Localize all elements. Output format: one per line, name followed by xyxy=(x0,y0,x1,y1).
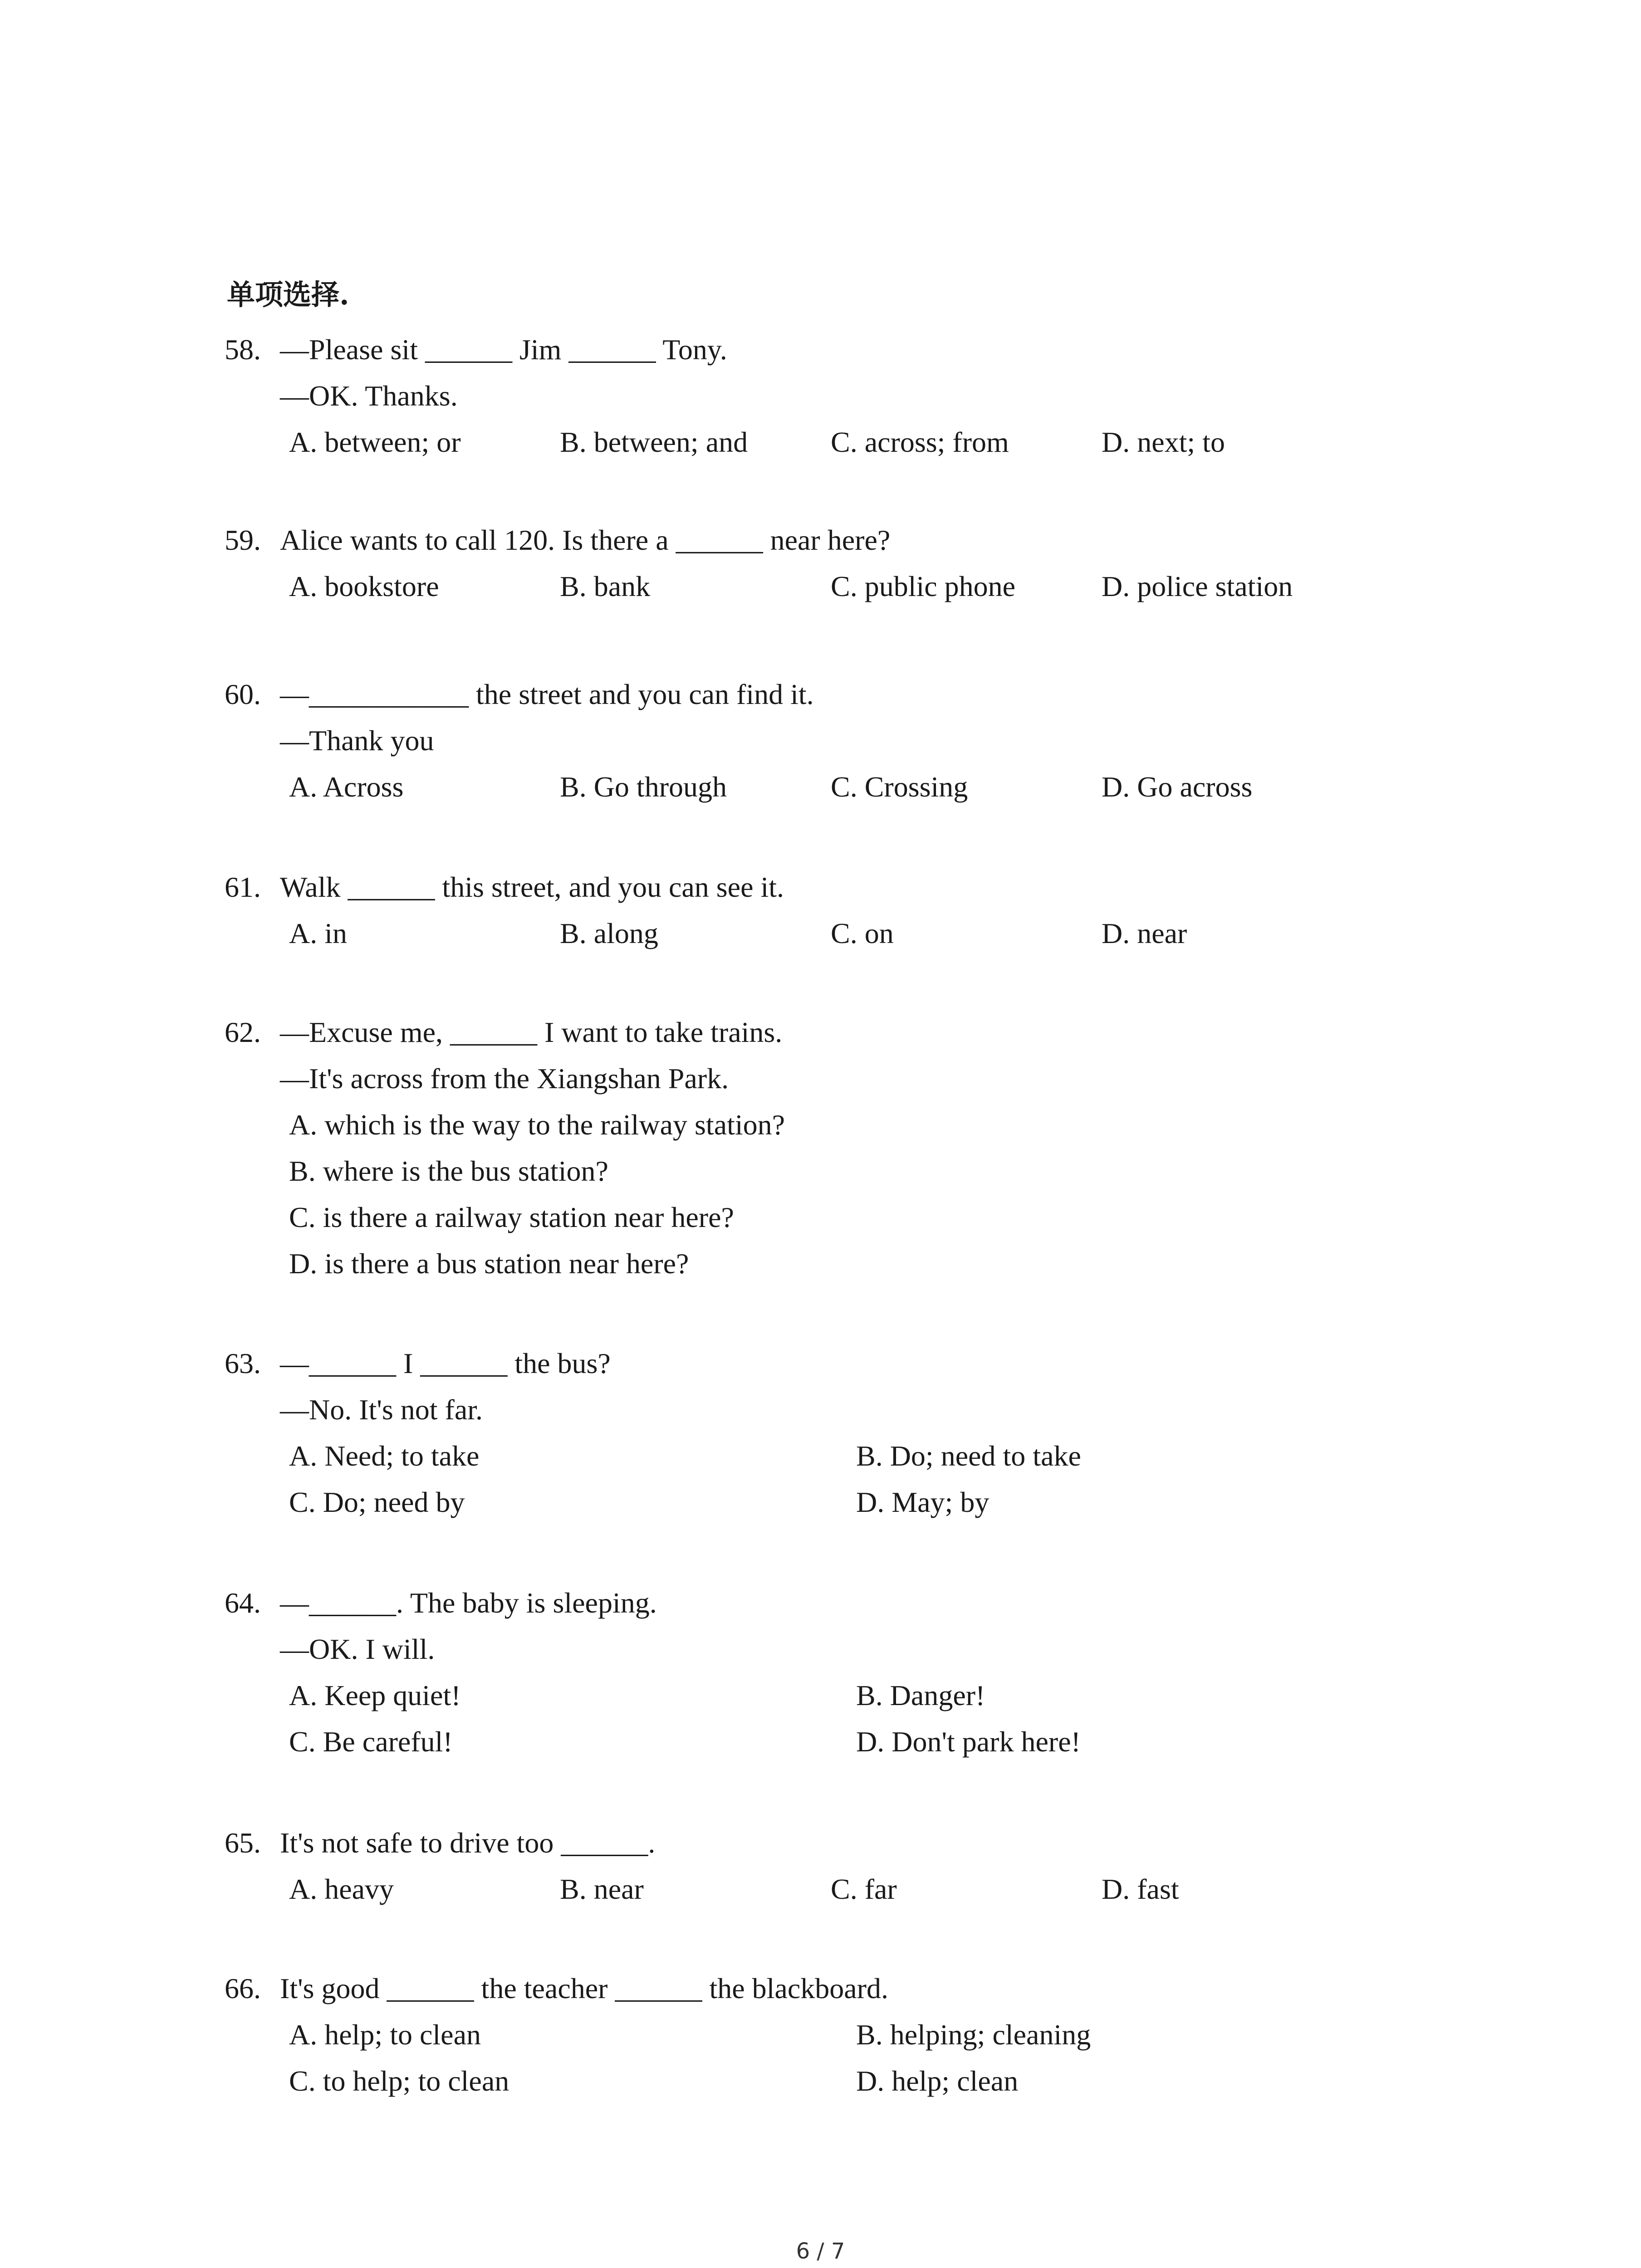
question-text: —OK. Thanks. xyxy=(280,380,458,412)
option-a: A. Keep quiet! xyxy=(289,1679,461,1711)
option-b: B. between; and xyxy=(560,426,748,458)
option-a: A. heavy xyxy=(289,1873,394,1905)
option-d: D. May; by xyxy=(856,1486,989,1518)
option-b: B. bank xyxy=(560,570,651,602)
options-row xyxy=(225,1672,1423,1719)
option-c: C. to help; to clean xyxy=(289,2065,509,2097)
question-text: It's good ______ the teacher ______ the blackboard. xyxy=(280,1972,888,2004)
question-text: —OK. I will. xyxy=(280,1633,435,1665)
options-row xyxy=(225,2012,1423,2058)
question-text: Alice wants to call 120. Is there a ______ near here? xyxy=(280,524,891,556)
option-b: B. helping; cleaning xyxy=(856,2019,1091,2051)
question-number: 65. xyxy=(225,1827,261,1859)
option-c: C. public phone xyxy=(831,570,1016,602)
option-a: A. Need; to take xyxy=(289,1440,480,1472)
question-64 xyxy=(225,1580,1423,1765)
question-text: —No. It's not far. xyxy=(280,1393,483,1426)
question-63 xyxy=(225,1340,1423,1525)
options-row xyxy=(225,764,1372,810)
question-62 xyxy=(225,1009,785,1287)
option-b: B. near xyxy=(560,1873,644,1905)
question-text: —___________ the street and you can find it. xyxy=(280,678,814,710)
question-58 xyxy=(225,327,1372,465)
question-number: 60. xyxy=(225,678,261,710)
option-b: B. along xyxy=(560,917,658,949)
question-text: It's not safe to drive too ______. xyxy=(280,1827,656,1859)
question-text: —It's across from the Xiangshan Park. xyxy=(280,1062,729,1095)
option-a: A. help; to clean xyxy=(289,2019,481,2051)
option-a: A. bookstore xyxy=(289,570,439,602)
page-number: 6 / 7 xyxy=(796,2239,845,2264)
option-d: D. near xyxy=(1102,917,1187,949)
question-59 xyxy=(225,517,1372,610)
options-row xyxy=(225,2058,1423,2104)
option-c: C. Be careful! xyxy=(289,1725,453,1758)
option-a: A. in xyxy=(289,917,347,949)
question-text: —Excuse me, ______ I want to take trains. xyxy=(280,1016,783,1048)
section-title: 单项选择. xyxy=(227,278,349,311)
option-d: D. next; to xyxy=(1102,426,1225,458)
option-b: B. Danger! xyxy=(856,1679,985,1711)
question-number: 59. xyxy=(225,524,261,556)
options-row xyxy=(225,1479,1423,1525)
option-c: C. Crossing xyxy=(831,771,968,803)
options-row xyxy=(225,1433,1423,1479)
question-65 xyxy=(225,1820,1372,1912)
option-d: D. Don't park here! xyxy=(856,1725,1081,1758)
options-row xyxy=(225,419,1372,465)
option-c: C. on xyxy=(831,917,894,949)
option-d: D. police station xyxy=(1102,570,1293,602)
question-number: 64. xyxy=(225,1587,261,1619)
question-text: —Thank you xyxy=(280,724,434,757)
option-b: B. where is the bus station? xyxy=(289,1155,608,1187)
option-b: B. Do; need to take xyxy=(856,1440,1081,1472)
option-a: A. Across xyxy=(289,771,404,803)
question-number: 62. xyxy=(225,1016,261,1048)
question-text: Walk ______ this street, and you can see it. xyxy=(280,871,784,903)
option-b: B. Go through xyxy=(560,771,727,803)
options-row xyxy=(225,910,1372,957)
question-number: 63. xyxy=(225,1347,261,1379)
option-a: A. which is the way to the railway station? xyxy=(289,1109,785,1141)
option-c: C. across; from xyxy=(831,426,1009,458)
option-c: C. far xyxy=(831,1873,897,1905)
question-60 xyxy=(225,671,1372,810)
options-row xyxy=(225,1719,1423,1765)
option-c: C. Do; need by xyxy=(289,1486,465,1518)
option-c: C. is there a railway station near here? xyxy=(289,1201,734,1233)
question-text: —Please sit ______ Jim ______ Tony. xyxy=(280,333,727,366)
question-61 xyxy=(225,864,1372,957)
question-number: 66. xyxy=(225,1972,261,2004)
question-text: —______. The baby is sleeping. xyxy=(280,1587,657,1619)
option-d: D. fast xyxy=(1102,1873,1179,1905)
option-d: D. Go across xyxy=(1102,771,1253,803)
options-row xyxy=(225,1866,1372,1912)
question-66 xyxy=(225,1965,1423,2104)
question-number: 61. xyxy=(225,871,261,903)
question-text: —______ I ______ the bus? xyxy=(280,1347,611,1379)
option-d: D. is there a bus station near here? xyxy=(289,1247,689,1280)
question-number: 58. xyxy=(225,333,261,366)
options-row xyxy=(225,563,1372,610)
option-a: A. between; or xyxy=(289,426,461,458)
option-d: D. help; clean xyxy=(856,2065,1019,2097)
